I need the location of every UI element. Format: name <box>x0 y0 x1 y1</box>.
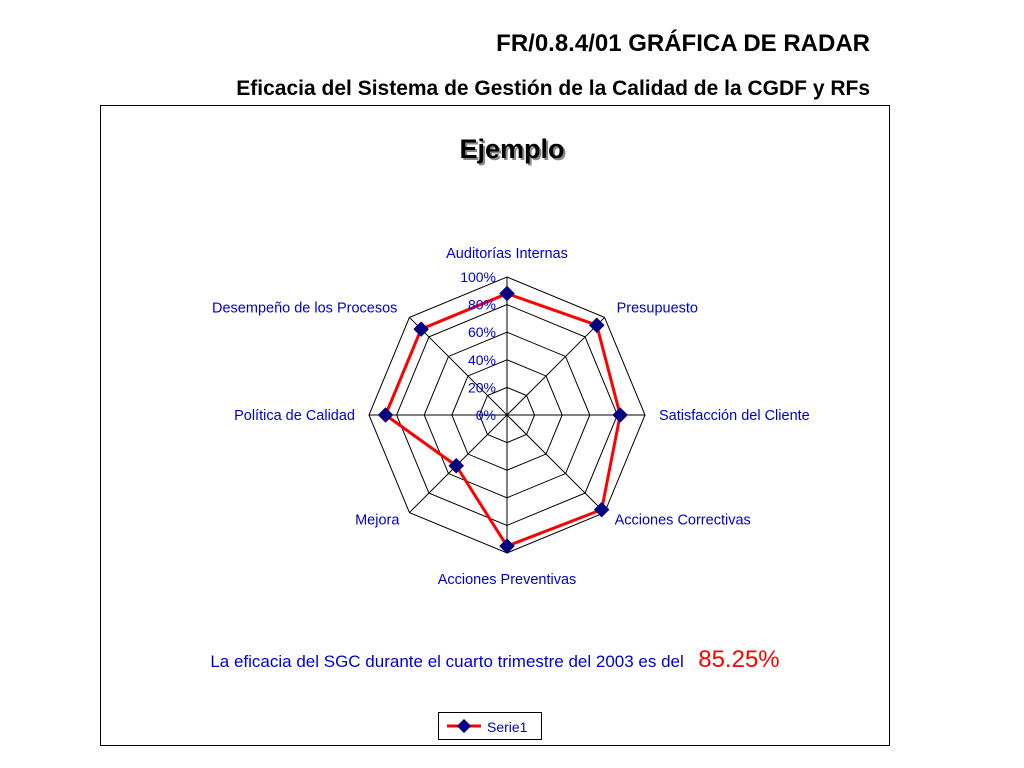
summary-value: 85.25% <box>698 646 780 673</box>
summary-text: La eficacia del SGC durante el cuarto trimestre del 2003 es del <box>210 652 684 671</box>
summary-row <box>0 646 990 674</box>
category-label: Presupuesto <box>616 300 699 317</box>
legend-label-serie1: Serie1 <box>487 719 528 735</box>
chart-title: Ejemplo <box>459 134 565 164</box>
data-point-0 <box>500 286 514 300</box>
radial-tick-label: 80% <box>467 296 496 313</box>
category-label: Acciones Preventivas <box>437 572 577 588</box>
category-label: Auditorías Internas <box>446 246 568 262</box>
category-label: Acciones Correctivas <box>614 512 751 529</box>
category-label: Desempeño de los Procesos <box>212 300 398 317</box>
document-subtitle: Eficacia del Sistema de Gestión de la Calidad de la CGDF y RFs <box>236 77 870 100</box>
legend <box>438 712 542 740</box>
radial-tick-label: 20% <box>467 379 496 396</box>
document-code-title: FR/0.8.4/01 GRÁFICA DE RADAR <box>496 30 870 57</box>
category-label: Mejora <box>355 512 400 529</box>
radial-tick-label: 100% <box>460 269 496 285</box>
category-label: Política de Calidad <box>234 408 355 424</box>
radial-tick-label: 0% <box>475 407 496 423</box>
legend-swatch-icon <box>445 719 483 733</box>
radial-tick-label: 60% <box>467 324 496 341</box>
category-label: Satisfacción del Cliente <box>659 408 810 424</box>
radial-tick-label: 40% <box>467 351 496 368</box>
